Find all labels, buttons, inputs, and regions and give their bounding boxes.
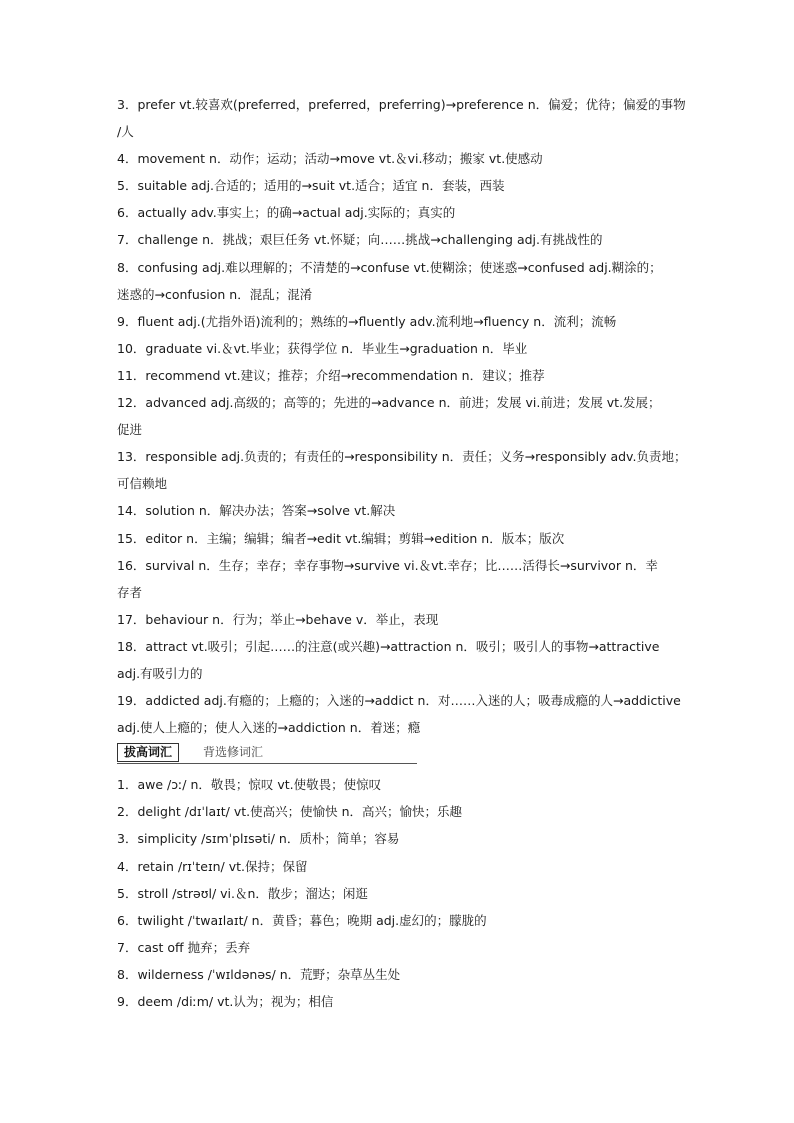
vocab-line: 6．twilight /ˈtwaɪlaɪt/ n．黄昏；暮色；晚期 adj.虚幻的；朦胧的: [117, 912, 487, 928]
vocab-line: 4．retain /rɪˈteɪn/ vt.保持；保留: [117, 858, 308, 874]
vocabulary-content: [117, 91, 687, 1015]
vocab-line: 9．fluent adj.(尤指外语)流利的；熟练的→fluently adv.流利地→fluency n．流利；流畅: [117, 313, 617, 329]
vocab-line: adj.使人上瘾的；使人入迷的→addiction n．着迷；瘾: [117, 720, 421, 736]
vocab-line: 8．wilderness /ˈwɪldənəs/ n．荒野；杂草丛生处: [117, 966, 401, 982]
vocab-line: 13．responsible adj.负责的；有责任的→responsibility n．责任；义务→responsibly adv.负责地；: [117, 449, 687, 465]
vocab-line: /人: [117, 124, 134, 140]
vocab-line: 16．survival n．生存；幸存；幸存事物→survive vi.＆vt.幸存；比……活得长→survivor n．幸: [117, 557, 658, 573]
vocab-line: 4．movement n．动作；运动；活动→move vt.＆vi.移动；搬家 vt.使感动: [117, 151, 543, 167]
vocab-line: 6．actually adv.事实上；的确→actual adj.实际的；真实的: [117, 205, 456, 221]
vocab-line: 5．suitable adj.合适的；适用的→suit vt.适合；适宜 n．套装，西装: [117, 178, 505, 194]
vocab-line: 2．delight /dɪˈlaɪt/ vt.使高兴；使愉快 n．高兴；愉快；乐趣: [117, 804, 463, 820]
vocab-line: 18．attract vt.吸引；引起……的注意(或兴趣)→attraction n．吸引；吸引人的事物→attractive: [117, 638, 660, 654]
section-subtitle: 背选修词汇: [203, 745, 264, 760]
vocab-line: 可信赖地: [117, 476, 168, 492]
vocab-line: 迷惑的→confusion n．混乱；混淆: [117, 286, 313, 302]
section-header-wrap: [117, 741, 677, 771]
vocab-line: 12．advanced adj.高级的；高等的；先进的→advance n．前进；发展 vi.前进；发展 vt.发展；: [117, 395, 661, 411]
vocab-line: 5．stroll /strəʊl/ vi.＆n．散步；溜达；闲逛: [117, 885, 368, 901]
section-label: 拔高词汇: [117, 743, 179, 762]
vocab-line: 8．confusing adj.难以理解的；不清楚的→confuse vt.使糊涂；使迷惑→confused adj.糊涂的；: [117, 259, 662, 275]
section-header: [117, 743, 417, 764]
vocab-line: 17．behaviour n．行为；举止→behave v．举止，表现: [117, 611, 439, 627]
vocabulary-list-advanced: [117, 771, 677, 1015]
vocab-line: 10．graduate vi.＆vt.毕业；获得学位 n．毕业生→graduation n．毕业: [117, 340, 528, 356]
vocab-line: 15．editor n．主编；编辑；编者→edit vt.编辑；剪辑→edition n．版本；版次: [117, 530, 565, 546]
vocab-line: 存者: [117, 584, 143, 600]
vocab-line: 促进: [117, 422, 143, 438]
vocab-line: 3．simplicity /sɪmˈplɪsəti/ n．质朴；简单；容易: [117, 831, 400, 847]
vocab-line: 3．prefer vt.较喜欢(preferred，preferred，preferring)→preference n．偏爱；优待；偏爱的事物: [117, 97, 686, 112]
vocab-line: 7．challenge n．挑战；艰巨任务 vt.怀疑；向……挑战→challenging adj.有挑战性的: [117, 232, 603, 248]
vocab-line: 19．addicted adj.有瘾的；上瘾的；入迷的→addict n．对……入迷的人；吸毒成瘾的人→addictive: [117, 693, 681, 709]
vocab-line: 14．solution n．解决办法；答案→solve vt.解决: [117, 503, 396, 519]
vocabulary-list-core: [117, 91, 687, 741]
vocab-line: 7．cast off 抛弃；丢弃: [117, 939, 251, 955]
vocab-line: 9．deem /diːm/ vt.认为；视为；相信: [117, 994, 334, 1009]
vocab-line: adj.有吸引力的: [117, 665, 203, 681]
vocab-line: 1．awe /ɔː/ n．敬畏；惊叹 vt.使敬畏；使惊叹: [117, 777, 382, 793]
vocab-line: 11．recommend vt.建议；推荐；介绍→recommendation n．建议；推荐: [117, 367, 545, 383]
